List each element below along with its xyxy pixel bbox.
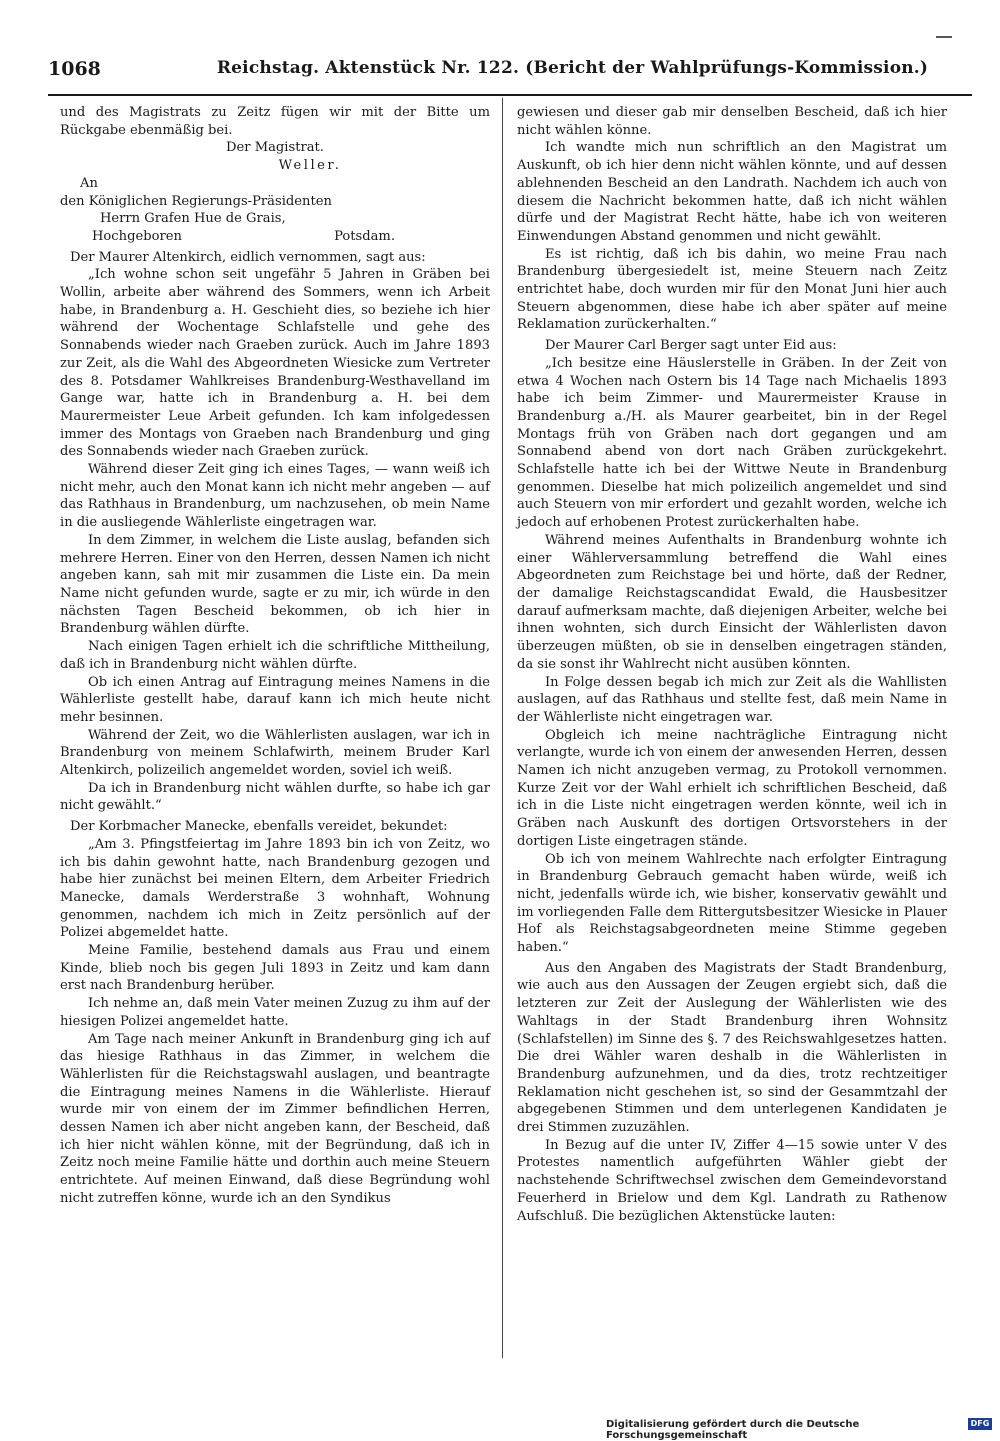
paragraph: In Folge dessen begab ich mich zur Zeit als die Wahllisten auslagen, auf das Rathhaus und stellte fest, daß mein Name in der Wählerliste nicht eingetragen war. (517, 674, 947, 725)
paragraph: Aus den Angaben des Magistrats der Stadt Brandenburg, wie auch aus den Aussagen der Zeugen ergiebt sich, daß die letzteren zur Zeit der Auslegung der Wählerlisten wie des Wahltags in der Stadt Brandenburg ihren Wohnsitz (Schlafstellen) im Sinne des §. 7 des Reichswahlgesetzes hatten. Die drei Wähler waren deshalb in die Wählerlisten in Brandenburg aufzunehmen, und da dies, trotz rechtzeitiger Reklamation nicht geschehen ist, so sind der Gesammtzahl der abgegebenen Stimmen und dem unterlegenen Kandidaten je drei Stimmen zuzuzählen. (517, 960, 947, 1136)
address-line: Herrn Grafen Hue de Grais, (100, 211, 286, 227)
paragraph: In Bezug auf die unter IV, Ziffer 4—15 sowie unter V des Protestes namentlich aufgeführten Wähler giebt der nachstehende Schriftwechsel zwischen dem Gemeindevorstand Feuerherd in Brielow und dem Kgl. Landrath zu Rathenow Aufschluß. Die bezüglichen Aktenstücke lauten: (517, 1137, 947, 1224)
signature-name: Weller. (278, 158, 342, 174)
paragraph: „Am 3. Pfingstfeiertag im Jahre 1893 bin ich von Zeitz, wo ich bis dahin gewohnt hatte, nach Brandenburg gezogen und habe hier zunächst bei meinen Eltern, dem Arbeiter Friedrich Manecke, damals Werderstraße 3 wohnhaft, Wohnung genommen, nachdem ich mich in Zeitz persönlich auf der Polizei abgemeldet hatte. (60, 836, 490, 941)
paragraph: Ich wandte mich nun schriftlich an den Magistrat um Auskunft, ob ich hier denn nicht wählen könnte, und auf dessen ablehnenden Bescheid an den Landrath. Nachdem ich auch von diesem die Nachricht bekommen hatte, daß ich nicht wählen dürfe und der Magistrat Recht hätte, habe ich von weiteren Einwendungen Abstand genommen und nicht gewählt. (517, 140, 947, 244)
paragraph: Während dieser Zeit ging ich eines Tages, — wann weiß ich nicht mehr, auch den Monat kann ich nicht mehr angeben — auf das Rathhaus in Brandenburg, um nachzusehen, ob mein Name in die ausliegende Wählerliste eingetragen war. (60, 462, 490, 531)
paragraph: „Ich besitze eine Häuslerstelle in Gräben. In der Zeit von etwa 4 Wochen nach Ostern bis 14 Tage nach Michaelis 1893 habe ich beim Zimmer- und Maurermeister Krause in Brandenburg a./H. als Maurer gearbeitet, bin in der Regel Montags früh von Gräben nach dort gegangen und am Sonnabend abend von dort nach Gräben zurückgekehrt. Schlafstelle hatte ich bei der Wittwe Neute in Brandenburg genommen. Dieselbe hat mich polizeilich angemeldet und sind auch Steuern von mir erfordert und gezahlt worden, welche ich jedoch auf erhobenen Protest zurückerhalten habe. (517, 355, 947, 531)
digitization-credit: Digitalisierung gefördert durch die Deutsche Forschungsgemeinschaft (606, 1419, 860, 1441)
paragraph: Nach einigen Tagen erhielt ich die schriftliche Mittheilung, daß ich in Brandenburg nicht wählen dürfte. (60, 639, 490, 672)
paragraph: Ob ich einen Antrag auf Eintragung meines Namens in die Wählerliste gestellt habe, darauf kann ich mich heute nicht mehr besinnen. (60, 674, 490, 725)
paragraph: Da ich in Brandenburg nicht wählen durfte, so habe ich gar nicht gewählt.“ (60, 780, 490, 814)
paragraph: Am Tage nach meiner Ankunft in Brandenburg ging ich auf das hiesige Rathhaus in das Zimmer, in welchem die Wählerlisten für die Reichstagswahl auslagen, und beantragte die Eintragung meines Namens in die Wählerliste. Hierauf wurde mir von einem der im Zimmer befindlichen Herren, dessen Namen ich aber nicht angeben kann, der Bescheid, daß ich hier nicht wählen könne, mit der Begründung, daß ich in Zeitz noch meine Familie hätte und dorthin auch meine Steuern entrichtete. Auf meinen Einwand, daß diese Begründung wohl nicht zutreffen könne, wurde ich an den Syndikus (60, 1031, 490, 1206)
signature-title: Der Magistrat. (226, 140, 324, 156)
paragraph: Ich nehme an, daß mein Vater meinen Zuzug zu ihm auf der hiesigen Polizei angemeldet hatte. (60, 996, 490, 1029)
header-rule (48, 94, 972, 96)
address-honorific: Hochgeboren (92, 228, 182, 244)
paragraph: Während meines Aufenthalts in Brandenburg wohnte ich einer Wählerversammlung betreffend die Wahl eines Abgeordneten zum Reichstage bei und hörte, daß der Redner, der damalige Reichstagscandidat Ewald, die Hausbesitzer darauf aufmerksam machte, daß diejenigen Arbeiter, welche bei ihnen wohnten, sich durch Einsicht der Wählerlisten davon überzeugen müßten, ob sie in denselben eingetragen ständen, da sie sonst ihr Wahlrecht nicht ausüben könnten. (517, 532, 947, 672)
paragraph: Der Maurer Altenkirch, eidlich vernommen, sagt aus: (70, 249, 426, 265)
column-divider (502, 98, 503, 1358)
paragraph: „Ich wohne schon seit ungefähr 5 Jahren in Gräben bei Wollin, arbeite aber während des Sommers, wenn ich Arbeit habe, in Brandenburg a. H. Geschieht dies, so beziehe ich hier während der Wochentage Schlafstelle und gehe des Sonnabends wieder nach Graeben zurück. Auch im Jahre 1893 zur Zeit, als die Wahl des Abgeordneten Wiesicke zum Vertreter des 8. Potsdamer Wahlkreises Brandenburg-Westhavelland im Gange war, hatte ich in Brandenburg a. H. bei dem Maurermeister Leue Arbeit gefunden. Ich kam infolgedessen immer des Montags von Graeben nach Brandenburg und ging des Sonnabends wieder nach Graeben zurück. (60, 267, 490, 460)
running-head: Reichstag. Aktenstück Nr. 122. (Bericht der Wahlprüfungs-Kommission.) (216, 58, 929, 78)
right-column (517, 104, 947, 1225)
address-line: den Königlichen Regierungs-Präsidenten (60, 193, 332, 209)
paragraph: Meine Familie, bestehend damals aus Frau und einem Kinde, blieb noch bis gegen Juli 1893 in Zeitz und kam dann erst nach Brandenburg herüber. (60, 943, 490, 994)
address-city: Potsdam. (334, 228, 395, 244)
address-to: An (80, 175, 98, 191)
page-header (48, 58, 972, 86)
paragraph: Der Korbmacher Manecke, ebenfalls vereidet, bekundet: (70, 819, 448, 835)
paragraph: und des Magistrats zu Zeitz fügen wir mit der Bitte um Rückgabe ebenmäßig bei. (60, 105, 490, 138)
address-line (60, 228, 490, 246)
paragraph: Ob ich von meinem Wahlrechte nach erfolgter Eintragung in Brandenburg Gebrauch gemacht haben würde, weiß ich nicht, jedenfalls würde ich, wie bisher, konservativ gewählt und im vorliegenden Falle dem Rittergutsbesitzer Wiesicke in Plauer Hof als Reichstagsabgeordneten meine Stimme gegeben haben.“ (517, 851, 947, 956)
corner-mark (936, 36, 952, 38)
paragraph: gewiesen und dieser gab mir denselben Bescheid, daß ich hier nicht wählen könne. (517, 105, 947, 138)
paragraph: Während der Zeit, wo die Wählerlisten auslagen, war ich in Brandenburg von meinem Schlafwirth, meinem Bruder Karl Altenkirch, polizeilich angemeldet worden, soviel ich weiß. (60, 727, 490, 779)
left-column (60, 104, 490, 1208)
page-number: 1068 (48, 58, 101, 80)
dfg-logo: DFG (968, 1418, 992, 1430)
paragraph: In dem Zimmer, in welchem die Liste auslag, befanden sich mehrere Herren. Einer von den Herren, dessen Namen ich nicht angeben kann, sah mit mir zusammen die Liste ein. Da mein Name nicht gefunden wurde, sagte er zu mir, ich würde in den nächsten Tagen Bescheid bekommen, ob ich hier in Brandenburg wählen dürfte. (60, 532, 490, 637)
paragraph: Es ist richtig, daß ich bis dahin, wo meine Frau nach Brandenburg übergesiedelt ist, meine Steuern nach Zeitz entrichtet habe, doch wurden mir für den Monat Juni hier auch Steuern abgenommen, diese habe ich aber später auf meine Reklamation zurückerhalten.“ (517, 246, 947, 333)
paragraph: Der Maurer Carl Berger sagt unter Eid aus: (545, 338, 837, 354)
paragraph: Obgleich ich meine nachträgliche Eintragung nicht verlangte, wurde ich von einem der anwesenden Herren, dessen Namen ich nicht anzugeben vermag, zu Protokoll vernommen. Kurze Zeit vor der Wahl erhielt ich schriftlichen Bescheid, daß ich in die Liste nicht eingetragen werden könnte, weil ich in Gräben nach Auskunft des dortigen Ortsvorstehers in der dortigen Liste eingetragen stände. (517, 727, 947, 849)
